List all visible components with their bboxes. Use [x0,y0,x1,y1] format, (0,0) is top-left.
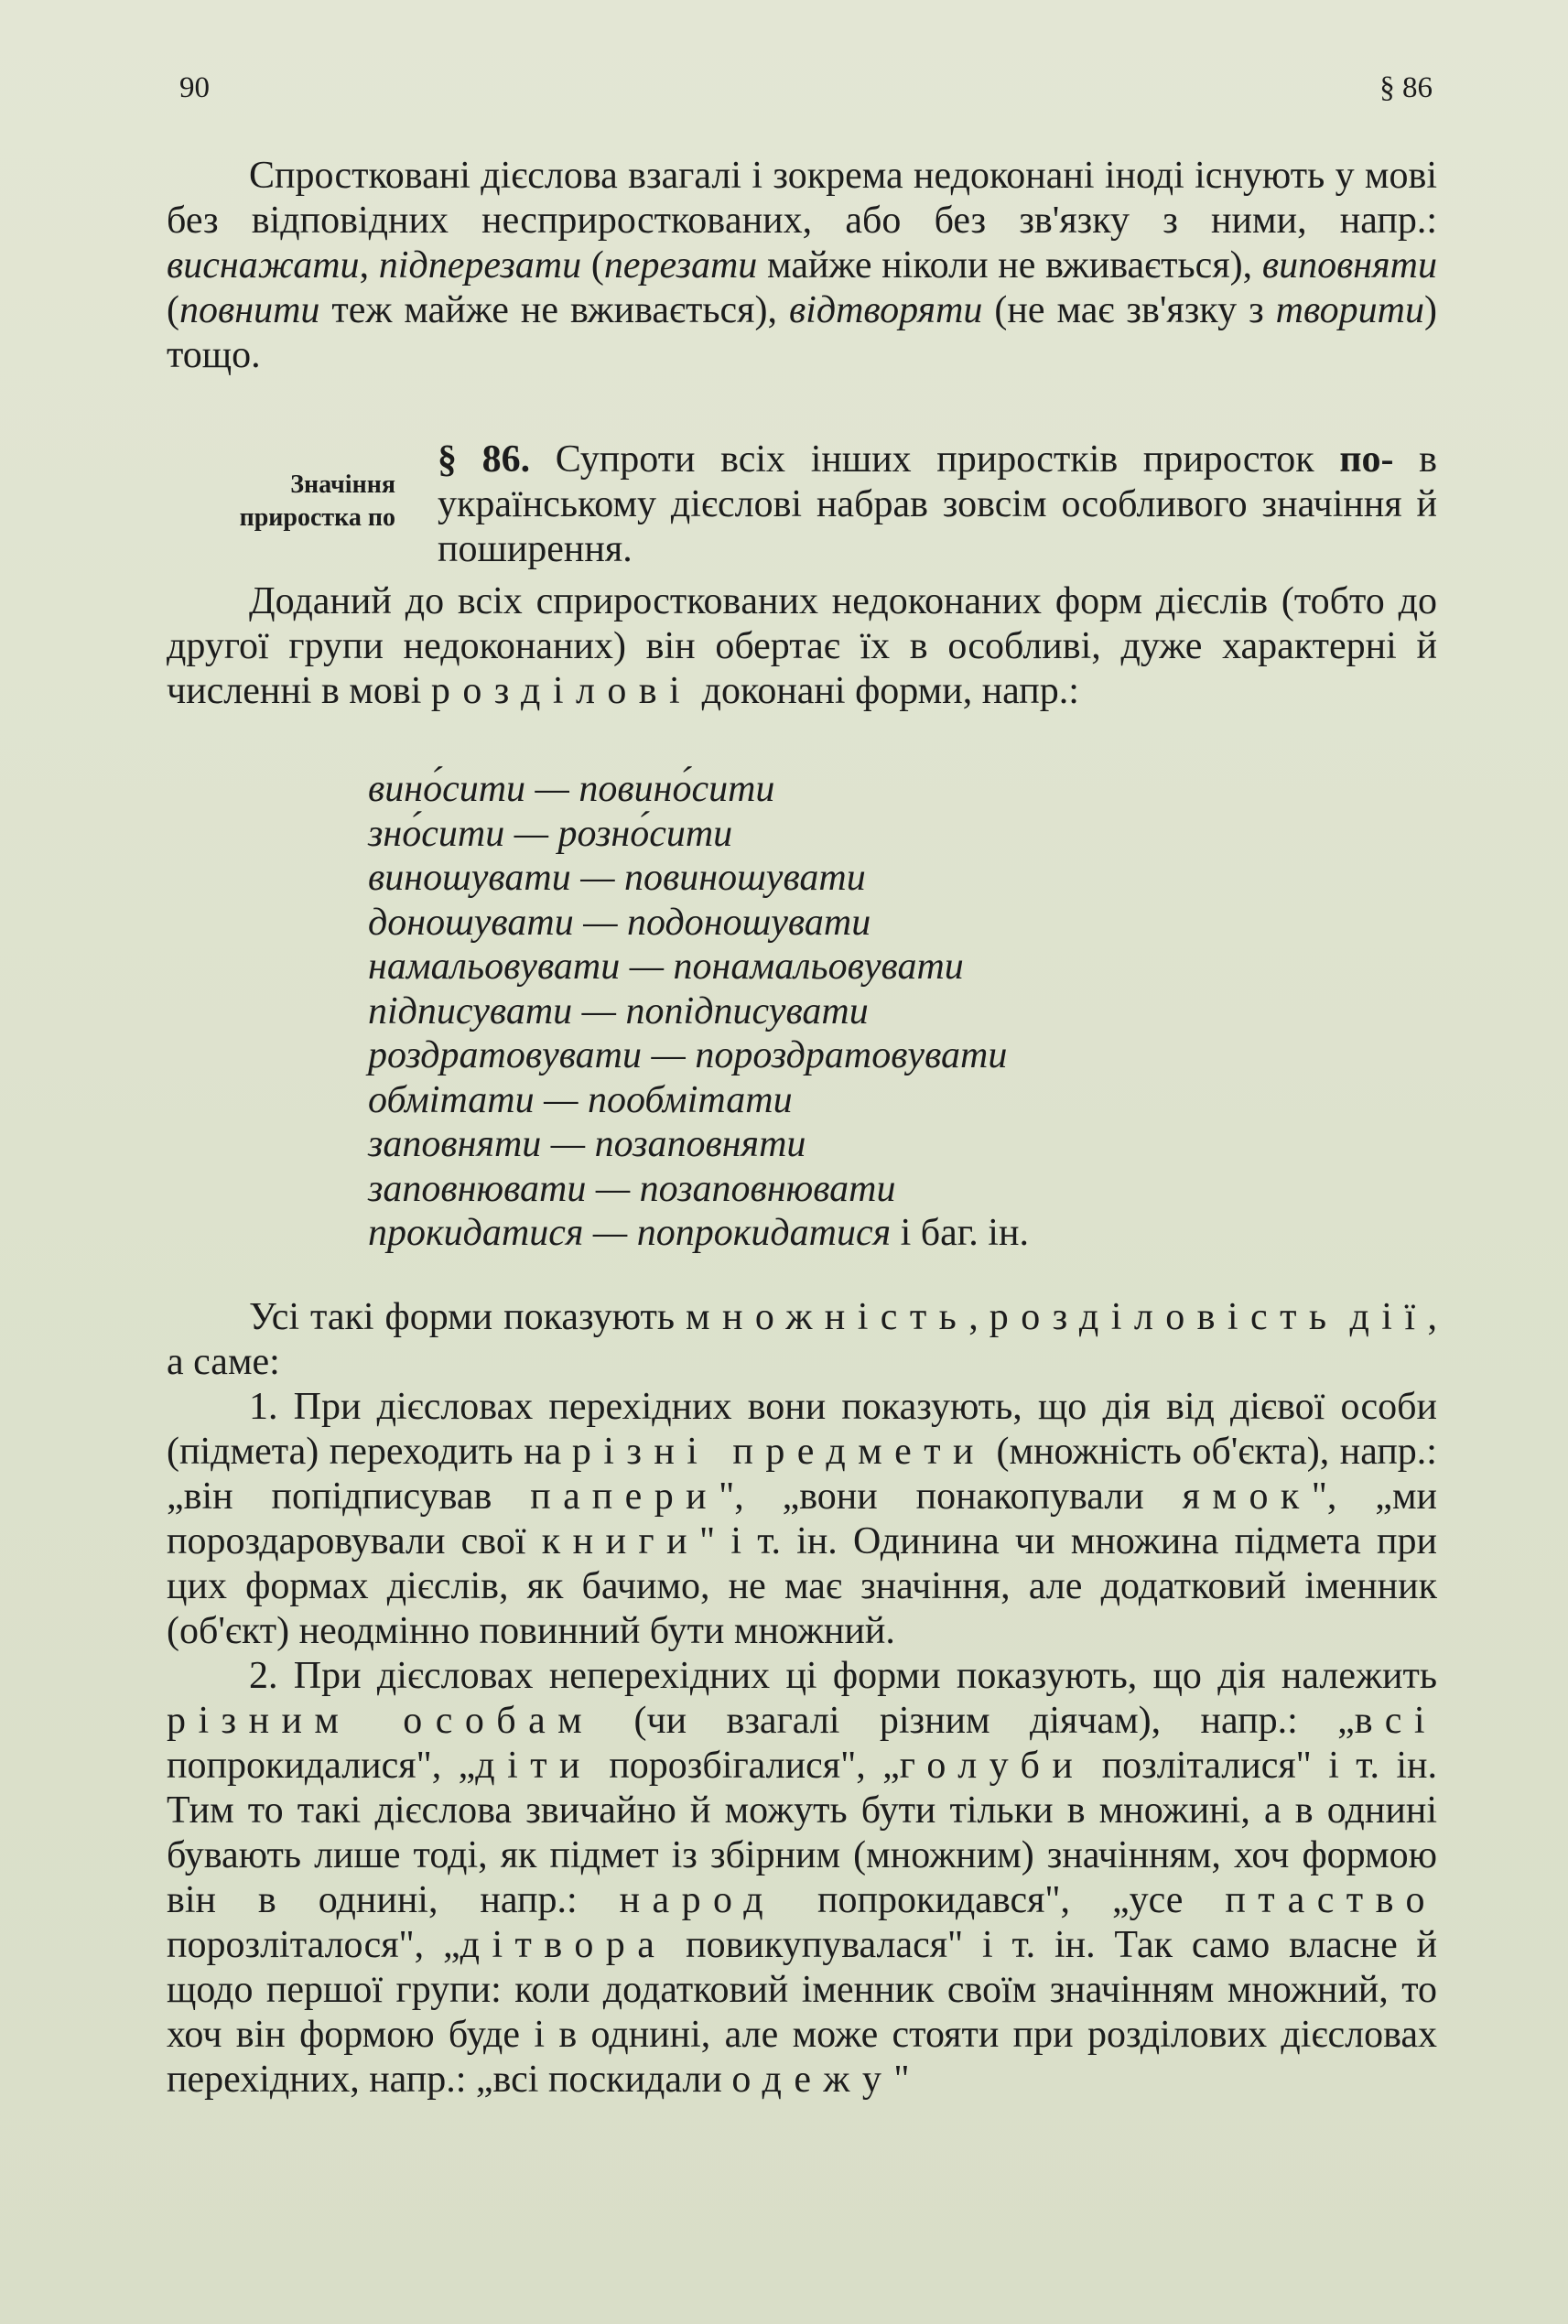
p2-text: " [893,2059,910,2101]
added-paragraph [167,579,1437,714]
verb-pair: заповнювати — позаповнювати [368,1167,896,1210]
spaced-term: різним особам [167,1700,595,1742]
section-86-paragraph [438,438,1437,572]
intro-text: ) тощо. [167,289,1437,376]
intro-example: виповняти [1261,244,1437,286]
paragraph-2 [167,1654,1437,2102]
intro-text: Спростковані дієслова взагалі і зокрема недоконані іноді існують у мові без відповідних несприростковaних, або без зв'язку з ними, напр.: [167,155,1437,242]
p2-text: 2. При дієсловах неперехідних ці форми показують, що дія належить [249,1655,1437,1697]
prefix-po: по- [1339,438,1394,481]
spaced-term: різні предмети [571,1431,986,1473]
spaced-term: ямок [1182,1475,1312,1518]
added-text: доконані форми, напр.: [692,670,1079,712]
verb-pair: обмітати — пообмітати [368,1078,793,1121]
intro-text: теж майже не вживається), [319,289,789,331]
intro-example: відтворяти [788,289,983,331]
p1-text: ", „ми пороздаровували свої [167,1475,1437,1562]
spaced-term: одежу [731,2059,894,2101]
spaced-term: всі [1354,1700,1437,1742]
spaced-term: діти [475,1745,592,1787]
verb-pairs-list [368,767,1029,1256]
intro-text: майже ніколи не вживається), [757,244,1262,286]
p2-text: повикупувалася" і т. ін. Так само власне й щодо першої групи: коли додатковий іменник своїм значінням множний, то хоч він формою буде і в однині, але може стояти при розділових дієсловах перехідних, напр.: „всі поскидали [167,1924,1437,2101]
spaced-term: розділові [430,670,693,712]
forms-text: , [968,1296,989,1338]
added-text: Доданий до всіх сприростковaних недоконаних форм дієслів (тобто до другої групи недоконаних) він обертає їх в особливі, дуже характерні й численні в мові [167,580,1437,712]
verb-pair: підписувати — попідписувати [368,989,869,1032]
spaced-term: книги [541,1520,699,1562]
forms-paragraphs [167,1295,1437,2102]
intro-text: ( [167,289,179,331]
section-number: § 86. [438,438,531,481]
intro-text: (не має зв'язку з [982,289,1276,331]
forms-text: , а саме: [167,1296,1438,1383]
running-section: § 86 [1379,71,1433,104]
verb-pair: намальовувати — понамальовувати [368,946,964,988]
intro-text: , [359,244,379,286]
verb-pair: роздратовувати — пороздратовувати [368,1034,1008,1076]
intro-example: повнити [179,289,320,331]
intro-text: ( [581,244,604,286]
verb-pair-text: прокидатися — попрокидатися [368,1212,892,1254]
p2-text: порозліталося", „ [167,1924,460,1966]
p1-text: " і т. ін. Одинина чи множина підмета при цих формах дієслів, як бачимо, не має значіння, але додатковий іменник (об'єкт) неодмінно повинний бути множний. [167,1520,1437,1652]
spaced-term: множність [685,1296,969,1338]
intro-example: творити [1275,289,1424,331]
section-text: Супроти всіх інших приростків приросток [530,438,1340,481]
intro-example: перезати [603,244,758,286]
p1-text: 1. При дієсловах перехідних вони показують, що дія від дієвої особи (підмета) переходить на [167,1386,1437,1473]
verb-pair: вино́сити — повино́сити [368,768,775,810]
spaced-term: розділовість [989,1296,1339,1338]
spaced-term: народ [619,1879,776,1921]
spaced-term: дітвора [460,1924,667,1966]
p1-text: ", „вони понакопували [719,1475,1183,1518]
spaced-term: дії [1349,1296,1428,1338]
p2-text: попрокидався", „усе [775,1879,1226,1921]
intro-example: виснажати [167,244,360,286]
verb-pair: доношувати — подоношувати [368,901,871,944]
verb-pair: виношувати — повиношувати [368,857,866,899]
pairs-tail: і баг. ін. [891,1212,1029,1254]
spaced-term: голуби [899,1745,1086,1787]
forms-text: Усі такі форми показують [249,1296,686,1338]
p1-text: (множність об'єкта), напр.: „він попідписував [167,1431,1437,1518]
verb-pair-last [368,1211,1029,1256]
spaced-term: птаство [1225,1879,1437,1921]
verb-pair: зно́сити — розно́сити [368,812,733,855]
intro-example: підперезати [378,244,582,286]
page-number: 90 [179,71,210,104]
p2-text: попрокидалися", „ [167,1745,476,1787]
section-text: в українському дієслові набрав зовсім особливого значіння й поширення. [438,438,1438,570]
p2-text: позліталися" і т. ін. Тим то такі дієслова звичайно й можуть бути тільки в множині, а в однині бувають лише тоді, як підмет із збірним (множним) значінням, хоч формою він в однині, напр.: [167,1745,1438,1921]
intro-paragraph [167,154,1437,378]
margin-note: Значіння приростка по [239,470,395,532]
paragraph-1 [167,1385,1437,1654]
p2-text: (чи взагалі різним діячам), напр.: „ [594,1700,1355,1742]
forms-text [1339,1296,1350,1338]
forms-paragraph [167,1295,1437,1385]
verb-pair: заповняти — позаповняти [368,1123,806,1165]
p2-text: порозбігалися", „ [591,1745,900,1787]
spaced-term: папери [530,1475,719,1518]
